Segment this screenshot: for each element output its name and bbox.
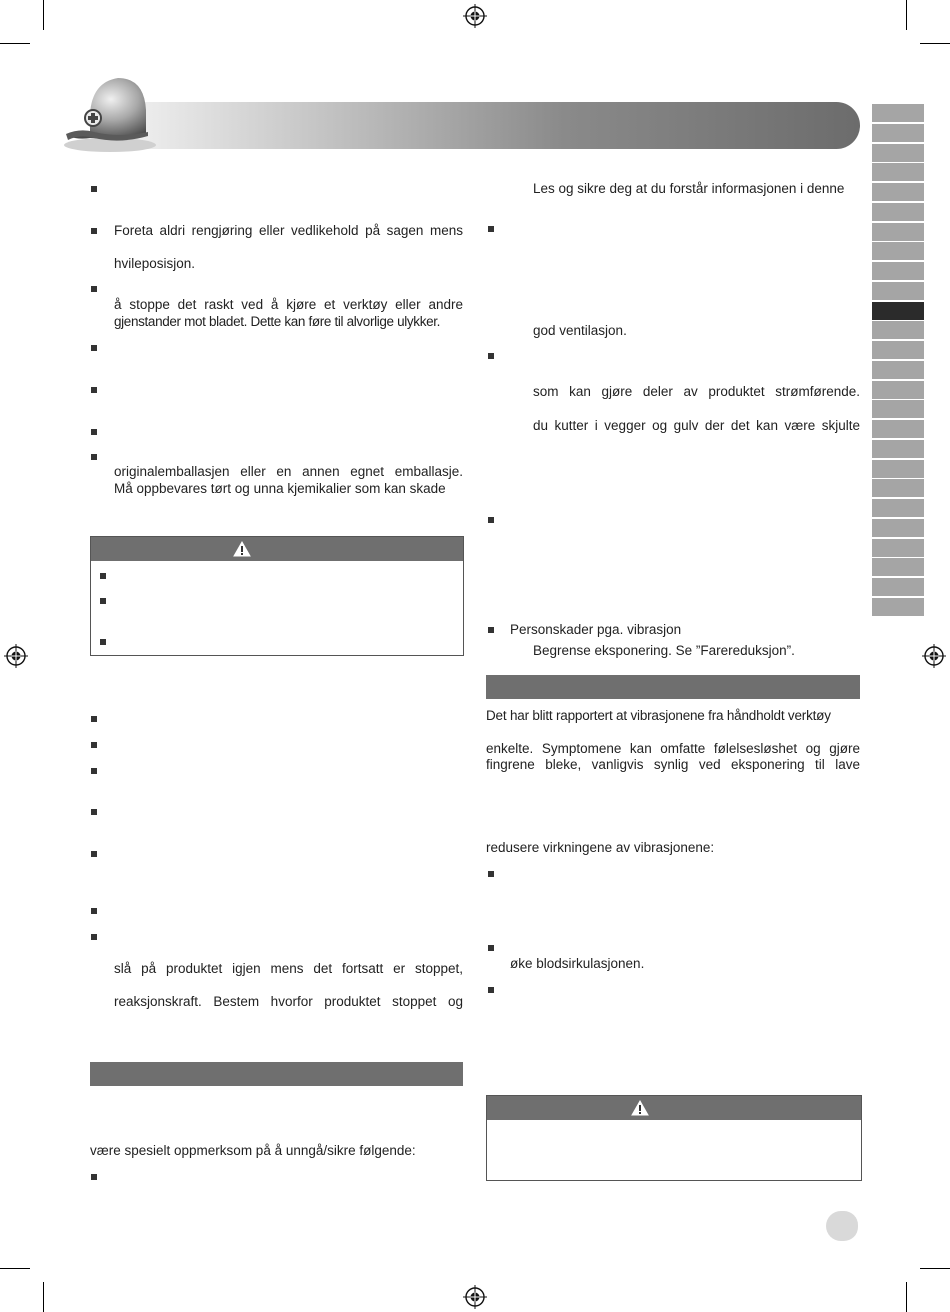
body-line: Personskader pga. vibrasjon [510, 622, 682, 637]
crop-mark [43, 0, 44, 30]
square-bullet-icon [91, 809, 97, 815]
square-bullet-icon [100, 639, 106, 645]
body-line: Foreta aldri rengjøring eller vedlikehold på sagen mens [114, 223, 463, 238]
crop-mark [920, 43, 950, 44]
square-bullet-icon [488, 627, 494, 633]
square-bullet-icon [91, 429, 97, 435]
registration-mark-icon [463, 4, 487, 28]
square-bullet-icon [488, 871, 494, 877]
body-line: redusere virkningene av vibrasjonene: [486, 840, 715, 855]
crop-mark [0, 43, 30, 44]
side-tab [872, 341, 924, 359]
body-line: god ventilasjon. [533, 323, 627, 338]
body-line: å stoppe det raskt ved å kjøre et verktøy eller andre [114, 297, 463, 312]
body-line: fingrene bleke, vanligvis synlig ved eksponering til lave [486, 757, 860, 772]
page-number-circle [826, 1211, 858, 1241]
section-heading-bar [90, 1062, 463, 1086]
warning-triangle-icon [233, 541, 251, 557]
square-bullet-icon [488, 353, 494, 359]
side-tab [872, 479, 924, 497]
warning-triangle-icon [631, 1100, 649, 1116]
side-tab [872, 223, 924, 241]
warning-header [487, 1096, 861, 1120]
body-line: Les og sikre deg at du forstår informasjonen i denne [533, 181, 845, 196]
side-tab [872, 400, 924, 418]
body-line: gjenstander mot bladet. Dette kan føre til alvorlige ulykker. [114, 314, 441, 329]
registration-mark-icon [463, 1285, 487, 1309]
side-tab [872, 361, 924, 379]
side-tab [872, 144, 924, 162]
side-tab [872, 539, 924, 557]
safety-helmet-icon [60, 70, 160, 155]
body-line: enkelte. Symptomene kan omfatte følelsesløshet og gjøre [486, 741, 860, 756]
square-bullet-icon [100, 573, 106, 579]
header-banner [120, 102, 860, 149]
square-bullet-icon [488, 517, 494, 523]
square-bullet-icon [488, 945, 494, 951]
body-line: du kutter i vegger og gulv der det kan være skjulte [533, 418, 860, 433]
side-tab [872, 519, 924, 537]
body-line: slå på produktet igjen mens det fortsatt er stoppet, [114, 961, 463, 976]
side-tab [872, 499, 924, 517]
side-tab [872, 440, 924, 458]
side-tab [872, 242, 924, 260]
square-bullet-icon [91, 186, 97, 192]
warning-header [91, 537, 463, 561]
crop-mark [920, 1268, 950, 1269]
crop-mark [906, 1282, 907, 1312]
side-tab [872, 558, 924, 576]
crop-mark [43, 1282, 44, 1312]
side-tab [872, 381, 924, 399]
side-tab [872, 460, 924, 478]
side-tab [872, 321, 924, 339]
body-line: som kan gjøre deler av produktet strømførende. [533, 384, 860, 399]
body-line: reaksjonskraft. Bestem hvorfor produktet stoppet og [114, 994, 463, 1009]
square-bullet-icon [91, 742, 97, 748]
square-bullet-icon [91, 345, 97, 351]
square-bullet-icon [91, 387, 97, 393]
warning-box [90, 536, 464, 656]
square-bullet-icon [91, 454, 97, 460]
registration-mark-icon [922, 644, 946, 668]
crop-mark [0, 1268, 30, 1269]
body-line: Det har blitt rapportert at vibrasjonene fra håndholdt verktøy [486, 708, 831, 723]
side-tab [872, 302, 924, 320]
square-bullet-icon [91, 934, 97, 940]
body-line: originalemballasjen eller en annen egnet emballasje. [114, 464, 463, 479]
crop-mark [906, 0, 907, 30]
body-line: Begrense eksponering. Se ”Farereduksjon”. [533, 643, 795, 658]
square-bullet-icon [91, 286, 97, 292]
side-tab [872, 262, 924, 280]
side-tab [872, 163, 924, 181]
side-tab [872, 104, 924, 122]
square-bullet-icon [91, 908, 97, 914]
square-bullet-icon [91, 851, 97, 857]
square-bullet-icon [488, 987, 494, 993]
body-line: hvileposisjon. [114, 256, 196, 271]
body-line: Må oppbevares tørt og unna kjemikalier som kan skade [114, 481, 446, 496]
side-tab [872, 124, 924, 142]
body-line: øke blodsirkulasjonen. [510, 956, 645, 971]
square-bullet-icon [488, 226, 494, 232]
square-bullet-icon [91, 1174, 97, 1180]
section-heading-bar [486, 675, 860, 699]
square-bullet-icon [91, 768, 97, 774]
warning-box [486, 1095, 862, 1181]
registration-mark-icon [4, 644, 28, 668]
side-tab [872, 598, 924, 616]
side-tab [872, 420, 924, 438]
side-tab [872, 282, 924, 300]
square-bullet-icon [91, 716, 97, 722]
side-tab [872, 578, 924, 596]
side-tab [872, 183, 924, 201]
side-tab [872, 203, 924, 221]
square-bullet-icon [91, 228, 97, 234]
body-line: være spesielt oppmerksom på å unngå/sikre følgende: [90, 1143, 416, 1158]
square-bullet-icon [100, 598, 106, 604]
